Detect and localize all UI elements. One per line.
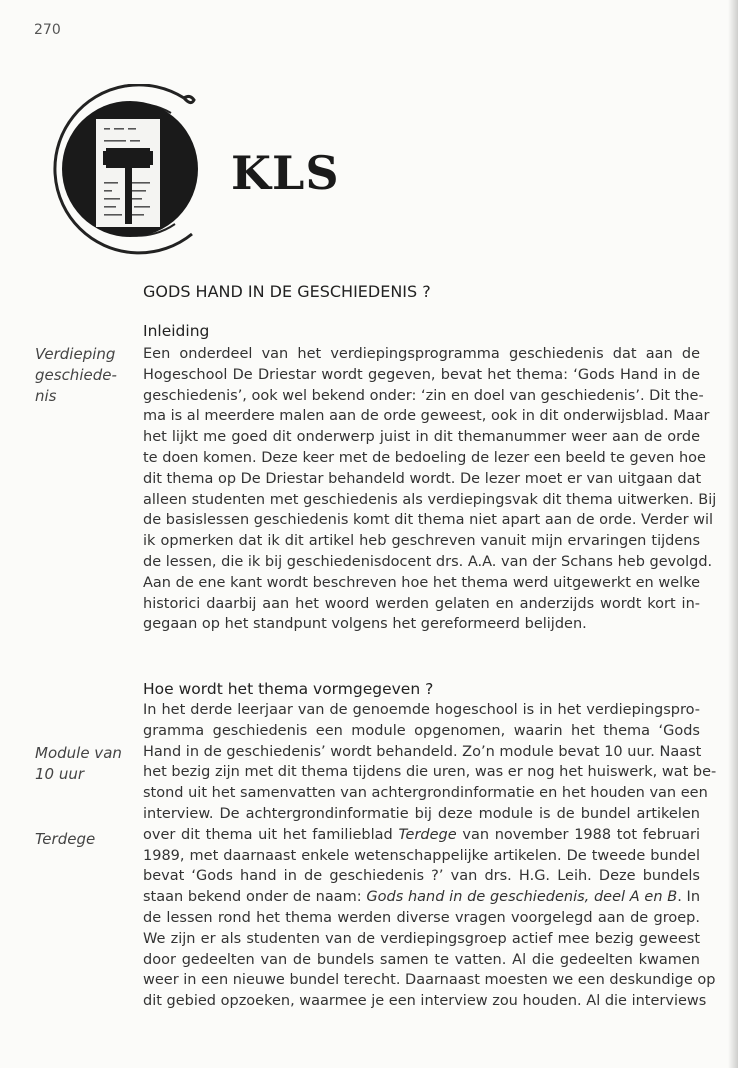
text-line: te doen komen. Deze keer met de bedoeling de lezer een beeld te geven hoe xyxy=(143,449,706,466)
italic-title-terdege: Terdege xyxy=(398,826,457,843)
text-line: dit gebied opzoeken, waarmee je een interview zou houden. Al die interviews xyxy=(143,993,707,1010)
text-line: gramma geschiedenis een module opgenomen, waarin het thema ‘Gods xyxy=(143,722,700,739)
text-run: staan bekend onder de naam: xyxy=(143,889,367,906)
text-line: het bezig zijn met dit thema tijdens die uren, was er nog het huiswerk, wat be- xyxy=(143,764,717,781)
text-line: de lessen rond het thema werden diverse vragen voorgelegd aan de groep. xyxy=(143,909,700,926)
text-line: historici daarbij aan het woord werden gelaten en anderzijds wordt kort in- xyxy=(143,595,700,612)
text-line xyxy=(143,887,700,908)
text-line: door gedeelten van de bundels samen te vatten. Al die gedeelten kwamen xyxy=(143,951,700,968)
section-heading-inleiding: Inleiding xyxy=(143,322,210,340)
paragraph-inleiding xyxy=(143,344,717,635)
page-number: 270 xyxy=(34,22,61,38)
text-line: Een onderdeel van het verdiepingsprogramma geschiedenis dat aan de xyxy=(143,346,700,362)
italic-title-bundel: Gods hand in de geschiedenis, deel A en B xyxy=(366,889,678,906)
text-line: dit thema op De Driestar behandeld wordt. De lezer moet er van uitgaan dat xyxy=(143,470,702,487)
text-line: We zijn er als studenten van de verdiepingsgroep actief mee bezig geweest xyxy=(143,930,700,947)
side-note-terdege xyxy=(35,829,95,850)
text-line: ma is al meerdere malen aan de orde geweest, ook in dit onderwijsblad. Maar xyxy=(143,408,710,425)
side-note-line: Terdege xyxy=(35,830,96,848)
text-line: stond uit het samenvatten van achtergrondinformatie en het houden van een xyxy=(143,785,708,802)
side-note-line: nis xyxy=(35,386,57,405)
side-note-line: Module van xyxy=(35,744,122,762)
text-line: bevat ‘Gods hand in de geschiedenis ?’ van drs. H.G. Leih. Deze bundels xyxy=(143,868,700,885)
side-note-verdieping xyxy=(35,344,117,406)
paragraph-vormgegeven xyxy=(143,700,717,1012)
text-line: Hogeschool De Driestar wordt gegeven, bevat het thema: ‘Gods Hand in de xyxy=(143,366,700,383)
text-run: . In xyxy=(677,889,701,906)
side-note-module xyxy=(35,743,122,785)
text-line: geschiedenis’, ook wel bekend onder: ‘zin en doel van geschiedenis’. Dit the- xyxy=(143,387,704,404)
side-note-line: 10 uur xyxy=(35,764,85,783)
text-line: alleen studenten met geschiedenis als verdiepingsvak dit thema uitwerken. Bij xyxy=(143,491,717,508)
text-line: 1989, met daarnaast enkele wetenschappelijke artikelen. De tweede bundel xyxy=(143,847,700,864)
text-line: weer in een nieuwe bundel terecht. Daarnaast moesten we een deskundige op xyxy=(143,972,716,989)
text-line: In het derde leerjaar van de genoemde hogeschool is in het verdiepingspro- xyxy=(143,702,700,718)
side-note-line: geschiede- xyxy=(35,365,117,384)
text-run: van november 1988 tot februari xyxy=(456,826,701,843)
text-line: ik opmerken dat ik dit artikel heb geschreven vanuit mijn ervaringen tijdens xyxy=(143,533,700,550)
text-run: over dit thema uit het familieblad xyxy=(143,826,393,843)
text-line: de lessen, die ik bij geschiedenisdocent drs. A.A. van der Schans heb gevolgd. xyxy=(143,553,713,570)
text-line: gegaan op het standpunt volgens het gereformeerd belijden. xyxy=(143,616,587,633)
side-note-line: Verdieping xyxy=(35,345,116,363)
text-line xyxy=(143,825,700,846)
article-title: GODS HAND IN DE GESCHIEDENIS ? xyxy=(143,282,431,301)
section-heading-vormgegeven: Hoe wordt het thema vormgegeven ? xyxy=(143,680,434,698)
page-edge-shadow xyxy=(728,0,738,1068)
text-line: de basislessen geschiedenis komt dit thema niet apart aan de orde. Verder wil xyxy=(143,512,714,529)
text-line: het lijkt me goed dit onderwerp juist in dit themanummer weer aan de orde xyxy=(143,429,700,446)
kls-logo xyxy=(34,84,210,264)
text-line: Hand in de geschiedenis’ wordt behandeld. Zo’n module bevat 10 uur. Naast xyxy=(143,743,702,760)
journal-name: KLS xyxy=(231,146,340,200)
text-line: interview. De achtergrondinformatie bij deze module is de bundel artikelen xyxy=(143,805,700,822)
text-line: Aan de ene kant wordt beschreven hoe het thema werd uitgewerkt en welke xyxy=(143,574,700,591)
